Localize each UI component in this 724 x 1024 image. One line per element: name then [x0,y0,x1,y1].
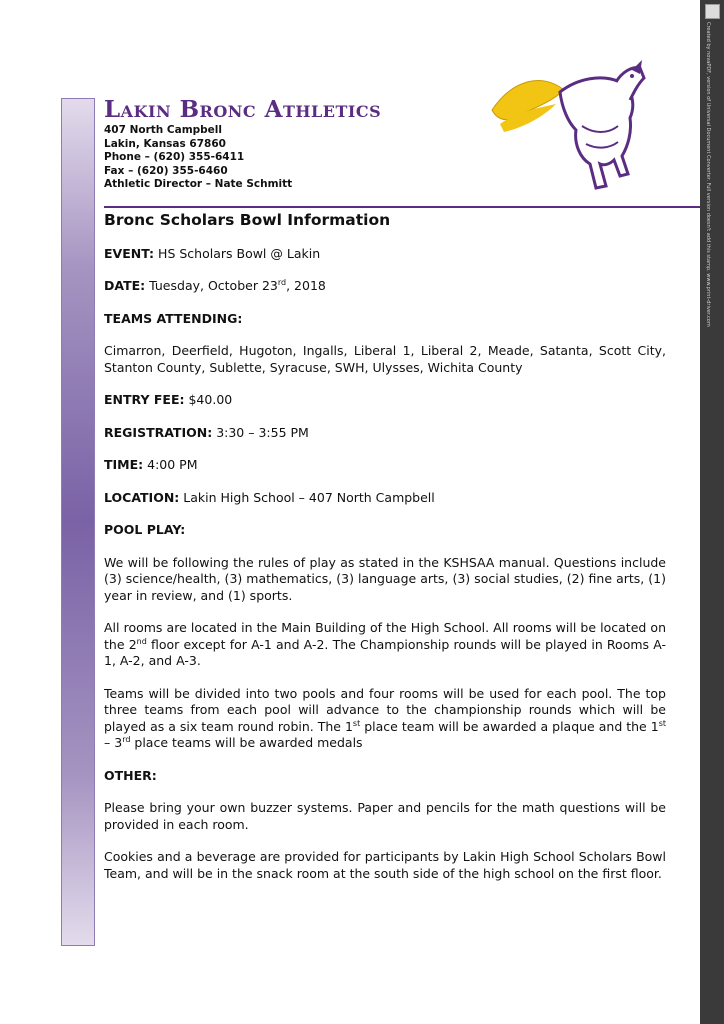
awards-text-d: place teams will be awarded medals [130,735,363,750]
other-buzzer-paragraph: Please bring your own buzzer systems. Paper and pencils for the math questions will be provided in each room. [104,800,666,832]
registration-value: 3:30 – 3:55 PM [216,424,309,440]
bronc-horse-logo-icon [482,52,652,202]
fee-value: $40.00 [188,392,233,407]
athletic-director-line: Athletic Director – Nate Schmitt [104,178,293,190]
fax-line: Fax – (620) 355-6460 [104,164,228,177]
entry-fee-line [104,392,666,409]
date-line [104,278,666,295]
date-label: DATE: [104,278,146,293]
time-line [104,457,666,474]
school-athletics-title: Lakin Bronc Athletics [104,96,382,123]
event-line [104,246,666,263]
date-suffix: rd [277,277,287,287]
header-divider [104,206,700,208]
document-body [104,212,666,882]
location-value: Lakin High School – 407 North Campbell [183,489,435,505]
teams-list: Cimarron, Deerfield, Hugoton, Ingalls, Liberal 1, Liberal 2, Meade, Satanta, Scott City, Stanton County, Sublette, Syracuse, SWH, Ulysses, Wichita County [104,343,666,375]
address-line-2: Lakin, Kansas 67860 [104,137,226,150]
registration-label: REGISTRATION: [104,424,213,440]
other-cookies-paragraph: Cookies and a beverage are provided for participants by Lakin High School Scholars Bowl Team, and will be in the snack room at the south side of the high school on the first floor. [104,849,666,881]
awards-text-c: – 3 [104,735,123,750]
awards-suffix-3: rd [122,734,131,744]
address-line-1: 407 North Campbell [104,124,222,136]
awards-text-a: Teams will be divided into two pools and four rooms will be used for each pool. The top three teams from each pool will advance to the championship rounds which will be played as a six team round robin. The 1 [104,685,666,734]
converter-watermark-strip [700,0,724,1024]
pool-play-label: POOL PLAY: [104,522,186,537]
fee-label: ENTRY FEE: [104,392,185,407]
awards-suffix-2: st [658,718,666,728]
rooms-text-b: floor except for A-1 and A-2. The Championship rounds will be played in Rooms A-1, A-2, and A-3. [104,636,666,668]
converter-watermark-text: Created by novaPDF, version of Universal Document Converter. Full version doesn't add this stamp. www.print-driver.com [705,22,711,327]
location-line [104,490,666,507]
pool-play-awards-paragraph [104,686,666,752]
registration-line [104,425,666,442]
date-value-year: , 2018 [286,278,326,293]
rooms-floor-suffix: nd [136,636,147,646]
other-label: OTHER: [104,767,157,783]
event-label: EVENT: [104,245,155,261]
phone-line: Phone – (620) 355-6411 [104,151,245,163]
letterhead [104,96,381,192]
decorative-sidebar-bar [61,98,95,946]
time-value: 4:00 PM [147,457,198,472]
teams-label: TEAMS ATTENDING: [104,310,243,326]
awards-suffix-1: st [352,718,361,728]
rooms-text-a: All rooms are located in the Main Building of the High School. All rooms will be located on the 2 [104,620,666,652]
pool-play-rules-paragraph: We will be following the rules of play as stated in the KSHSAA manual. Questions include (3) science/health, (3) mathematics, (3) language arts, (3) social studies, (2) fine arts, (1) year in review, and (1) sports. [104,554,666,603]
event-value: HS Scholars Bowl @ Lakin [158,245,321,261]
date-value-main: Tuesday, October 23 [149,278,278,293]
pool-play-rooms-paragraph [104,620,666,670]
converter-logo-icon [705,4,720,19]
page-heading: Bronc Scholars Bowl Information [104,211,391,229]
location-label: LOCATION: [104,489,180,505]
awards-text-b: place team will be awarded a plaque and the 1 [360,718,659,734]
time-label: TIME: [104,457,144,472]
